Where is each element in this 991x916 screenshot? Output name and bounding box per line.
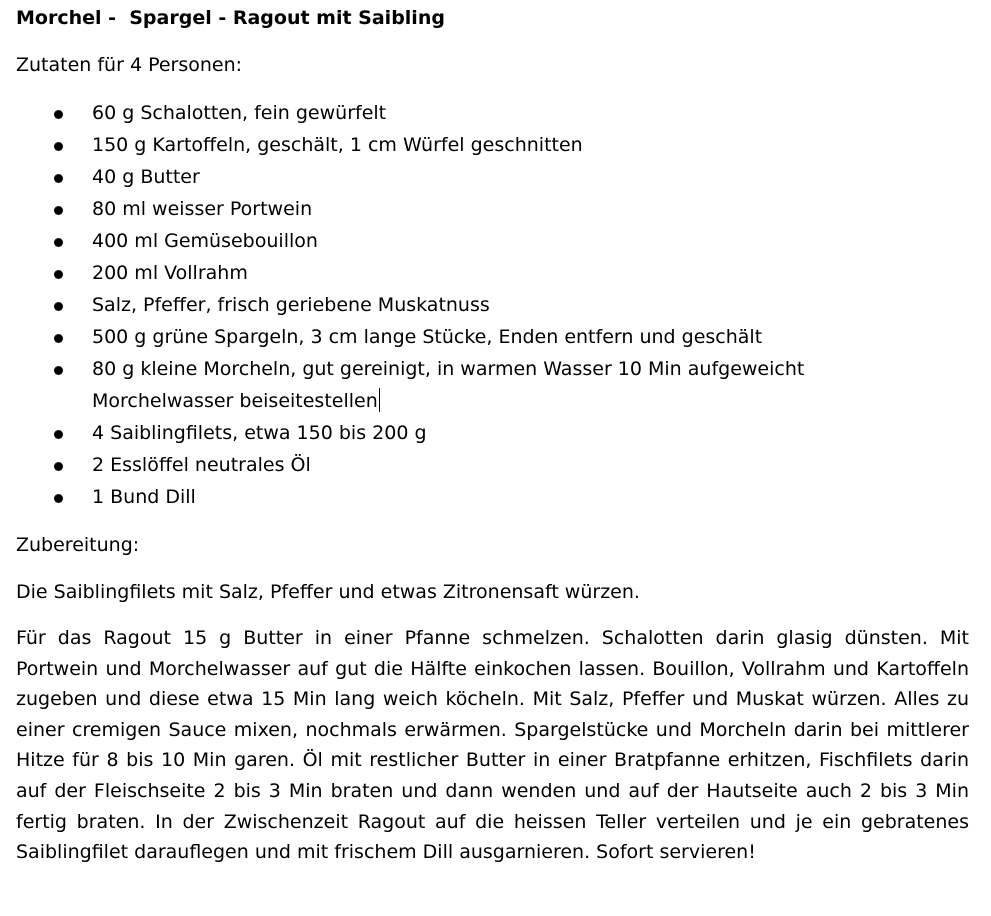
list-item xyxy=(16,97,969,129)
ingredient-text: 80 ml weisser Portwein xyxy=(92,198,313,220)
ingredient-text: 40 g Butter xyxy=(92,166,200,188)
bullet-icon xyxy=(54,366,63,375)
preparation-heading: Zubereitung: xyxy=(16,534,140,556)
list-item xyxy=(16,481,969,513)
ingredients-list xyxy=(16,97,969,513)
bullet-icon xyxy=(54,302,63,311)
ingredient-text: 1 Bund Dill xyxy=(92,486,196,508)
bullet-icon xyxy=(54,430,63,439)
bullet-icon xyxy=(54,270,63,279)
list-item xyxy=(16,353,969,417)
list-item xyxy=(16,289,969,321)
list-item xyxy=(16,321,969,353)
ingredient-text: 4 Saiblingfilets, etwa 150 bis 200 g xyxy=(92,422,427,444)
bullet-icon xyxy=(54,334,63,343)
ingredients-heading: Zutaten für 4 Personen: xyxy=(16,54,243,76)
list-item xyxy=(16,193,969,225)
preparation-intro: Die Saiblingfilets mit Salz, Pfeffer und etwas Zitronensaft würzen. xyxy=(16,581,640,603)
list-item xyxy=(16,257,969,289)
ingredient-text-continuation: Morchelwasser beiseitestellen xyxy=(92,390,378,412)
preparation-body: Für das Ragout 15 g Butter in einer Pfanne schmelzen. Schalotten darin glasig dünsten. Mit Portwein und Morchelwasser auf gut die Hälfte einkochen lassen. Bouillon, Vollrahm und Kartoffeln zugeben und diese etwa 15 Min lang weich köcheln. Mit Salz, Pfeffer und Muskat würzen. Alles zu einer cremigen Sauce mixen, nochmals erwärmen. Spargelstücke und Morcheln darin bei mittlerer Hitze für 8 bis 10 Min garen. Öl mit restlicher Butter in einer Bratpfanne erhitzen, Fischfilets darin auf der Fleischseite 2 bis 3 Min braten und dann wenden und auf der Hautseite auch 2 bis 3 Min fertig braten. In der Zwischenzeit Ragout auf die heissen Teller verteilen und je ein gebratenes Saiblingfilet darauflegen und mit frischem Dill ausgarnieren. Sofort servieren! xyxy=(16,627,969,864)
list-item xyxy=(16,417,969,449)
ingredient-text: 500 g grüne Spargeln, 3 cm lange Stücke, Enden entfern und geschält xyxy=(92,326,763,348)
bullet-icon xyxy=(54,238,63,247)
bullet-icon xyxy=(54,142,63,151)
ingredient-text: Salz, Pfeffer, frisch geriebene Muskatnuss xyxy=(92,294,490,316)
recipe-title: Morchel - Spargel - Ragout mit Saibling xyxy=(16,7,445,29)
ingredient-text: 200 ml Vollrahm xyxy=(92,262,248,284)
bullet-icon xyxy=(54,494,63,503)
ingredient-text: 150 g Kartoffeln, geschält, 1 cm Würfel geschnitten xyxy=(92,134,583,156)
list-item xyxy=(16,161,969,193)
list-item xyxy=(16,225,969,257)
bullet-icon xyxy=(54,174,63,183)
text-cursor xyxy=(379,388,380,412)
list-item xyxy=(16,449,969,481)
ingredient-text: 400 ml Gemüsebouillon xyxy=(92,230,318,252)
ingredient-text: 2 Esslöffel neutrales Öl xyxy=(92,454,311,476)
bullet-icon xyxy=(54,462,63,471)
bullet-icon xyxy=(54,206,63,215)
ingredient-text: 80 g kleine Morcheln, gut gereinigt, in warmen Wasser 10 Min aufgeweicht xyxy=(92,358,805,380)
list-item xyxy=(16,129,969,161)
bullet-icon xyxy=(54,110,63,119)
ingredient-text: 60 g Schalotten, fein gewürfelt xyxy=(92,102,387,124)
